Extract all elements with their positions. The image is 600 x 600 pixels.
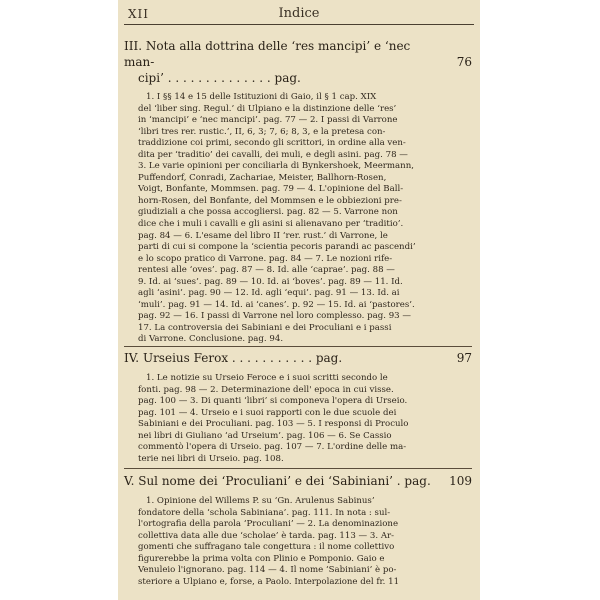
body-line: fondatore della ‘schola Sabiniana’. pag. 111. In nota : sul-	[138, 507, 391, 518]
body-line: 1. Le notizie su Urseio Feroce e i suoi scritti secondo le	[146, 373, 388, 383]
body-line: giudiziali a che possa accogliersi. pag. 82 — 5. Varrone non	[138, 207, 398, 218]
body-line: rentesi alle ‘oves’. pag. 87 — 8. Id. alle ‘caprae’. pag. 88 —	[138, 265, 395, 276]
section-separator	[124, 468, 472, 469]
body-line: e lo scopo pratico di Varrone. pag. 84 — 7. Le nozioni rife-	[138, 253, 393, 264]
body-line: pag. 92 — 16. I passi di Varrone nel loro complesso. pag. 93 —	[138, 311, 411, 322]
body-line: pag. 100 — 3. Di quanti ‘libri’ si componeva l'opera di Urseio.	[138, 396, 408, 407]
body-line: Sabiniani e dei Proculiani. pag. 103 — 5. I responsi di Proculo	[138, 419, 409, 430]
body-line: 1. Opinione del Willems P. su ‘Gn. Arulenus Sabinus’	[146, 496, 375, 506]
body-line: Venuleio l'ignorano. pag. 114 — 4. Il nome ‘Sabiniani’ è po-	[138, 565, 397, 576]
section-numeral: IV.	[124, 351, 140, 365]
section-title-line1: Urseius Ferox . . . . . . . . . . . pag.	[142, 351, 343, 365]
body-line: dice che i muli i cavalli e gli asini si alienavano per ‘traditio’.	[138, 219, 404, 230]
body-line: 1. I §§ 14 e 15 delle Istituzioni di Gaio, il § 1 cap. XIX	[146, 92, 377, 102]
section-title-line1: Sul nome dei ‘Proculiani’ e dei ‘Sabiniani’ . pag.	[138, 474, 431, 488]
body-line: commentò l'opera di Urseio. pag. 107 — 7. L'ordine delle ma-	[138, 442, 407, 453]
section-v	[124, 473, 472, 588]
body-line: del ‘liber sing. Regul.’ di Ulpiano e la distinzione delle ‘res’	[138, 103, 397, 114]
page-title: Indice	[278, 6, 320, 21]
body-line: Voigt, Bonfante, Mommsen. pag. 79 — 4. L'opinione del Ball-	[138, 184, 404, 195]
body-line: pag. 101 — 4. Urseio e i suoi rapporti con le due scuole dei	[138, 407, 397, 418]
body-line: gomenti che suffragano tale congettura : il nome collettivo	[138, 542, 395, 553]
section-numeral: III.	[124, 39, 143, 53]
section-iv	[124, 350, 472, 465]
page-header	[126, 4, 472, 24]
book-page	[118, 0, 480, 600]
body-line: horn-Rosen, del Bonfante, del Mommsen e le obbiezioni pre-	[138, 195, 402, 206]
section-title-line1: Nota alla dottrina delle ‘res mancipi’ e ‘nec man-	[124, 39, 411, 69]
section-page: 76	[456, 55, 472, 69]
body-line: in ‘mancipi’ e ‘nec mancipi’. pag. 77 — 2. I passi di Varrone	[138, 115, 398, 126]
header-rule	[124, 24, 474, 25]
section-iii	[124, 38, 472, 346]
body-line: di Varrone. Conclusione. pag. 94.	[138, 334, 284, 345]
body-line: fonti. pag. 98 — 2. Determinazione dell' epoca in cui visse.	[138, 384, 394, 395]
body-line: 9. Id. ai ‘sues’. pag. 89 — 10. Id. ai ‘boves’. pag. 89 — 11. Id.	[138, 276, 403, 287]
body-line: Puffendorf, Conradi, Zachariae, Meister, Ballhorn-Rosen,	[138, 172, 387, 183]
body-line: steriore a Ulpiano e, forse, a Paolo. Interpolazione del fr. 11	[138, 576, 400, 587]
section-heading	[124, 473, 472, 489]
body-line: traddizione coi primi, secondo gli scrittori, in ordine alla ven-	[138, 138, 406, 149]
body-line: nei libri di Giuliano ‘ad Urseium’. pag. 106 — 6. Se Cassio	[138, 430, 392, 441]
body-line: figurerebbe la prima volta con Plinio e Pomponio. Gaio e	[138, 553, 385, 564]
body-line: 17. La controversia dei Sabiniani e dei Proculiani e i passi	[138, 322, 392, 333]
section-page: 97	[456, 351, 472, 365]
body-line: ‘muli’. pag. 91 — 14. Id. ai ‘canes’. p. 92 — 15. Id. ai ‘pastores’.	[138, 299, 415, 310]
body-line: terie nei libri di Urseio. pag. 108.	[138, 453, 284, 464]
body-line: 3. Le varie opinioni per conciliarla di Bynkershoek, Meermann,	[138, 161, 414, 172]
body-line: parti di cui si compone la ‘scientia pecoris parandi ac pascendi’	[138, 242, 416, 253]
section-heading	[124, 350, 472, 366]
section-body	[124, 92, 472, 346]
section-page: 109	[449, 474, 472, 488]
section-heading	[124, 38, 472, 86]
page-number: XII	[128, 7, 150, 21]
body-line: ‘libri tres rer. rustic.’, II, 6, 3; 7, 6; 8, 3, e la pretesa con-	[138, 126, 386, 137]
section-body	[124, 496, 472, 588]
body-line: agli ‘asini’. pag. 90 — 12. Id. agli ‘equi’. pag. 91 — 13. Id. ai	[138, 288, 400, 299]
body-line: dita per ‘traditio’ dei cavalli, dei muli, e degli asini. pag. 78 —	[138, 149, 408, 160]
body-line: collettiva data alle due ‘scholae’ è tarda. pag. 113 — 3. Ar-	[138, 530, 395, 541]
section-numeral: V.	[124, 474, 135, 488]
section-separator	[124, 346, 472, 347]
body-line: pag. 84 — 6. L'esame del libro II ‘rer. rust.’ di Varrone, le	[138, 230, 388, 241]
section-body	[124, 373, 472, 465]
section-title-line2: cipi’ . . . . . . . . . . . . . . pag.	[138, 71, 301, 85]
body-line: l'ortografia della parola ‘Proculiani’ — 2. La denominazione	[138, 519, 399, 530]
